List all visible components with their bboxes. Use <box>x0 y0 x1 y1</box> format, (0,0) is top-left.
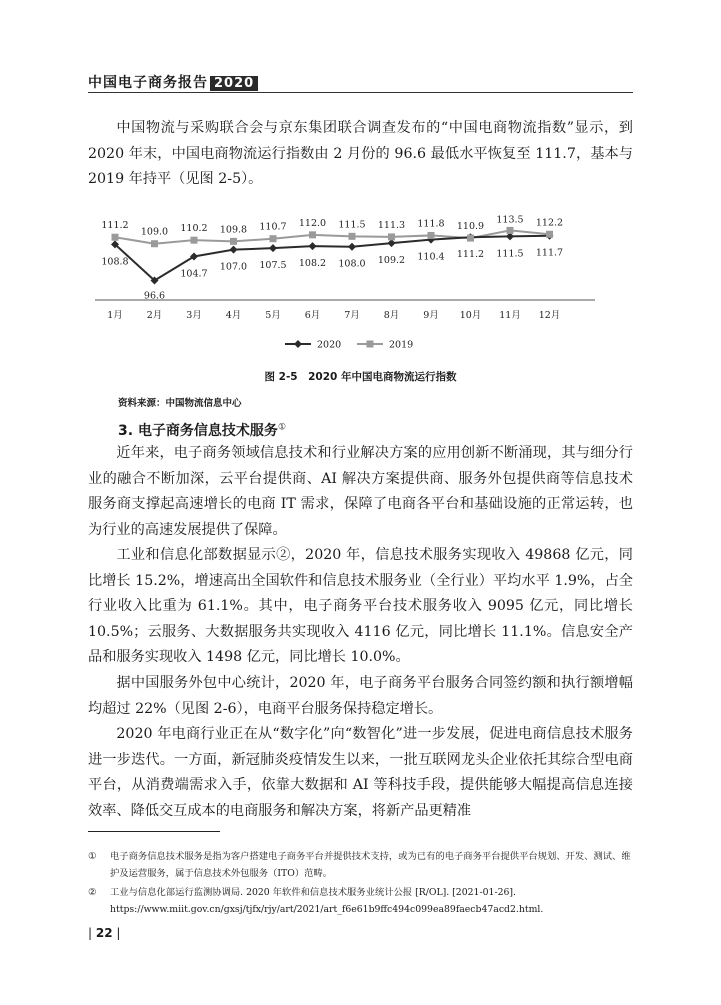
x-tick-label: 5月 <box>265 310 281 321</box>
point-2019 <box>428 232 435 239</box>
x-tick-label: 4月 <box>225 310 242 321</box>
data-label-2019: 112.2 <box>535 217 564 229</box>
page-number: | 22 | <box>88 926 121 940</box>
point-2020 <box>348 243 356 251</box>
data-label-2019: 109.0 <box>140 226 169 238</box>
data-label-2019: 111.2 <box>101 220 129 232</box>
section-number: 3. <box>118 423 134 439</box>
footnote-2-mark: ② <box>88 887 97 898</box>
figure-source: 资料来源：中国物流信息中心 <box>118 398 242 409</box>
x-tick-label: 3月 <box>186 310 202 321</box>
legend-label-2020: 2020 <box>317 339 342 351</box>
chart-container <box>95 195 620 360</box>
data-label-2020: 110.4 <box>417 251 445 263</box>
data-label-2019: 111.5 <box>338 219 366 231</box>
data-label-2019: 112.0 <box>298 217 327 229</box>
page-number-value: 22 <box>95 926 113 940</box>
paragraph-1: 中国物流与采购联合会与京东集团联合调查发布的“中国电商物流指数”显示，到 2020 年末，中国电商物流运行指数由 2 月份的 96.6 最低水平恢复至 111.7，基本与 2019 年持平（见图 2-5）。 <box>88 120 633 187</box>
point-2019 <box>112 234 119 241</box>
x-tick-label: 8月 <box>383 310 400 321</box>
x-tick-label: 2月 <box>146 310 163 321</box>
x-tick-label: 7月 <box>344 310 360 321</box>
footnote-1 <box>88 848 633 882</box>
point-2020 <box>269 244 277 252</box>
section-heading <box>118 420 286 440</box>
legend-label-2019: 2019 <box>389 339 414 351</box>
data-label-2020: 104.7 <box>180 268 208 280</box>
point-2019 <box>270 235 277 242</box>
running-header <box>88 72 258 92</box>
point-2019 <box>507 227 514 234</box>
point-2020 <box>309 242 317 250</box>
data-label-2019: 111.8 <box>417 218 445 230</box>
paragraph-3: 工业和信息化部数据显示②，2020 年，信息技术服务实现收入 49868 亿元，同比增长 15.2%，增速高出全国软件和信息技术服务业（全行业）平均水平 1.9%，占全行业收入比重为 61.1%。其中，电子商务平台技术服务收入 9095 亿元，同比增长 10.5%；云服务、大数据服务共实现收入 4116 亿元，同比增长 11.1%。信息安全产品和服务实现收入 1498 亿元，同比增长 10.0%。 <box>88 547 633 665</box>
point-2019 <box>388 233 395 240</box>
point-2019 <box>467 235 474 242</box>
figure-caption: 图 2-5 2020 年中国电商物流运行指数 <box>264 371 457 383</box>
data-label-2019: 111.3 <box>377 219 406 231</box>
legend-marker-2019 <box>367 341 374 348</box>
logistics-index-chart <box>95 195 620 360</box>
footnote-1-text: 电子商务信息技术服务是指为客户搭建电子商务平台并提供技术支持，或为已有的电子商务平台提供平台规划、开发、测试、维护及运营服务，属于信息技术外包服务（ITO）范畴。 <box>110 851 631 879</box>
x-tick-label: 11月 <box>499 310 521 321</box>
data-label-2019: 113.5 <box>496 214 524 226</box>
header-title: 中国电子商务报告 <box>88 75 208 91</box>
footnote-1-mark: ① <box>88 851 97 862</box>
point-2019 <box>230 238 237 245</box>
x-tick-label: 6月 <box>304 310 321 321</box>
data-label-2020: 108.8 <box>101 256 129 268</box>
point-2020 <box>230 246 238 254</box>
x-tick-label: 12月 <box>538 310 561 321</box>
section-title: 电子商务信息技术服务 <box>137 423 278 439</box>
data-label-2020: 108.2 <box>298 258 327 270</box>
point-2019 <box>151 240 158 247</box>
paragraph-5: 2020 年电商行业正在从“数字化”向“数智化”进一步发展，促进电商信息技术服务进一步迭代。一方面，新冠肺炎疫情发生以来，一批互联网龙头企业依托其综合型电商平台，从消费端需求入手，依靠大数据和 AI 等科技手段，提供能够大幅提高信息连接效率、降低交互成本的电商服务和解决方案，将新产品更精准 <box>88 726 633 819</box>
x-tick-label: 9月 <box>423 310 439 321</box>
data-label-2020: 111.7 <box>535 247 564 259</box>
x-tick-label: 1月 <box>107 310 123 321</box>
data-label-2020: 111.5 <box>496 248 524 260</box>
point-2019 <box>349 233 356 240</box>
legend-marker-2020 <box>294 340 302 348</box>
data-label-2019: 109.8 <box>219 224 248 236</box>
footnote-2 <box>88 884 633 918</box>
x-tick-label: 10月 <box>459 310 482 321</box>
data-label-2020: 109.2 <box>377 255 406 267</box>
data-label-2020: 107.5 <box>259 260 287 272</box>
footnote-rule <box>88 831 220 832</box>
footnote-2-text: 工业与信息化部运行监测协调局. 2020 年软件和信息技术服务业统计公报 [R/OL]. [2021-01-26]. https://www.miit.gov.cn/gxsj/tjfx/rjy/art/2021/art_f6e61b9ffc494c099ea89faecb47acd2.html. <box>110 887 544 915</box>
point-2019 <box>546 231 553 238</box>
paragraph-4: 据中国服务外包中心统计，2020 年，电子商务平台服务合同签约额和执行额增幅均超过 22%（见图 2-6），电商平台服务保持稳定增长。 <box>88 675 633 717</box>
data-label-2020: 96.6 <box>143 290 166 302</box>
point-2019 <box>191 237 198 244</box>
data-label-2019: 110.7 <box>259 221 287 233</box>
data-label-2020: 111.2 <box>456 249 485 261</box>
data-label-2020: 107.0 <box>219 261 248 273</box>
data-label-2020: 108.0 <box>338 258 366 270</box>
section-footnote-mark: ① <box>277 422 287 433</box>
data-label-2019: 110.9 <box>456 221 485 233</box>
point-2019 <box>309 231 316 238</box>
data-label-2019: 110.2 <box>180 223 208 235</box>
footnotes <box>88 848 633 920</box>
header-rule <box>88 92 633 93</box>
paragraph-2: 近年来，电子商务领域信息技术和行业解决方案的应用创新不断涌现，其与细分行业的融合不断加深，云平台提供商、AI 解决方案提供商、服务外包提供商等信息技术服务商支撑起高速增长的电商 IT 需求，保障了电商各平台和基础设施的正常运转，也为行业的高速发展提供了保障。 <box>88 445 633 538</box>
header-year: 2020 <box>210 76 258 91</box>
